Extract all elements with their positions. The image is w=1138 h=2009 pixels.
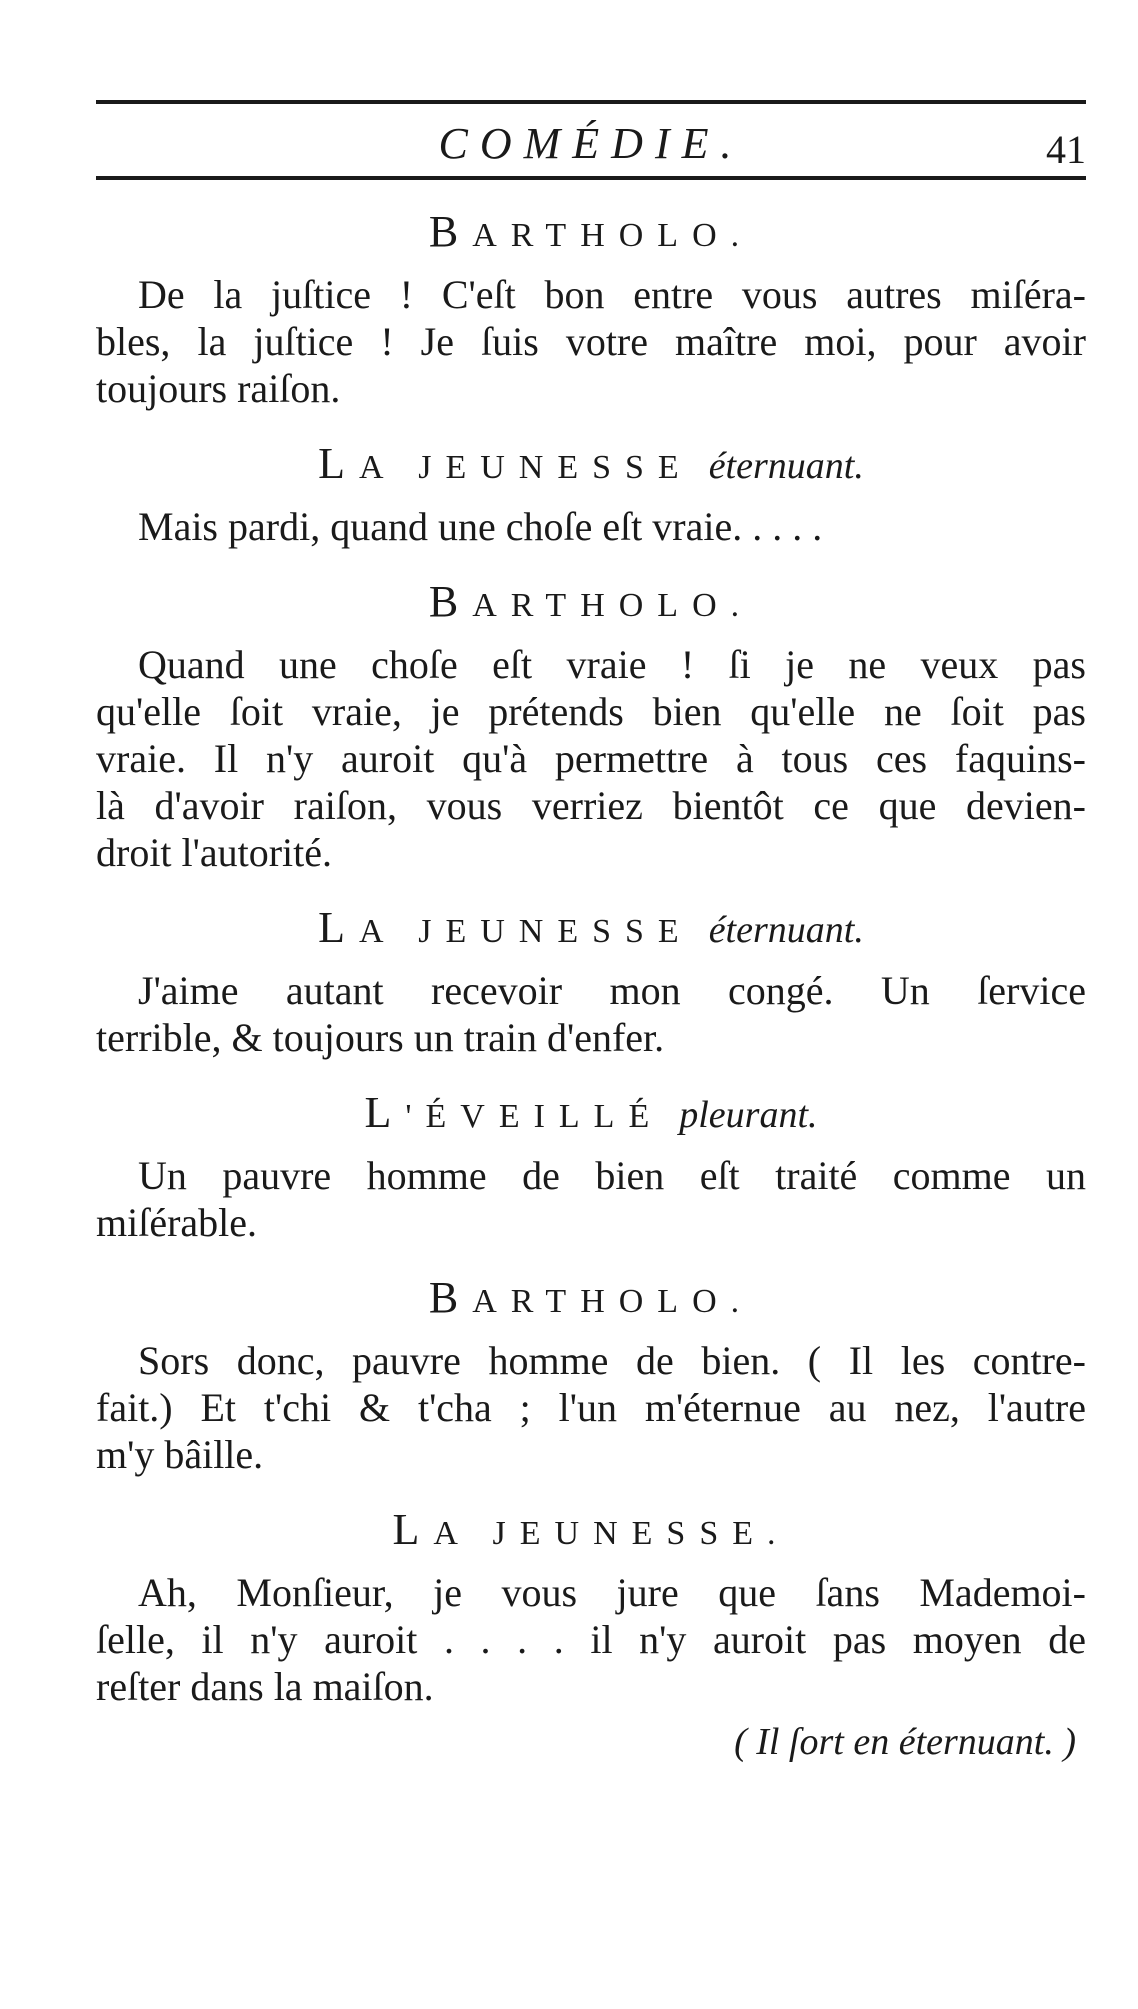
dialogue-line: droit l'autorité. (96, 830, 333, 875)
dialogue-line: qu'elle ſoit vraie, je prétends bien qu'elle ne ſoit pas (96, 689, 1086, 734)
dialogue-line: reſter dans la maiſon. (96, 1664, 434, 1709)
speaker-initial: L (392, 1505, 434, 1554)
speaker-rest: A JEUNESSE (359, 449, 693, 486)
top-rule (96, 100, 1086, 104)
dialogue-line: De la juſtice ! C'eſt bon entre vous autres miſéra- (138, 272, 1086, 317)
dialogue-line: Ah, Monſieur, je vous jure que ſans Mademoi- (138, 1570, 1086, 1615)
dialogue-line: là d'avoir raiſon, vous verriez bientôt ce que devien- (96, 783, 1086, 828)
dialogue-line: Quand une choſe eſt vraie ! ſi je ne veux pas (138, 642, 1086, 687)
running-header (96, 110, 1086, 172)
dialogue-line: m'y bâille. (96, 1432, 264, 1477)
speaker-name (96, 1504, 1086, 1555)
speaker-initial: L (318, 439, 360, 488)
speaker-name (96, 576, 1086, 627)
dialogue-line: vraie. Il n'y auroit qu'à permettre à tous ces faquins- (96, 736, 1086, 781)
dialogue-line: bles, la juſtice ! Je ſuis votre maître moi, pour avoir (96, 319, 1086, 364)
dialogue-line: Sors donc, pauvre homme de bien. ( Il les contre- (138, 1338, 1086, 1383)
speaker-name (96, 206, 1086, 257)
speaker-name (96, 1272, 1086, 1323)
dialogue-line: Mais pardi, quand une choſe eſt vraie. . . . . (138, 504, 823, 549)
speaker-initial: B (428, 577, 473, 626)
dialogue-line: miſérable. (96, 1200, 258, 1245)
dialogue-line: J'aime autant recevoir mon congé. Un ſervice (138, 968, 1086, 1013)
play-text (96, 206, 1086, 1710)
speaker-name (96, 438, 1086, 489)
book-page (96, 100, 1086, 1764)
stage-direction: éternuant. (708, 445, 864, 487)
stage-direction-exit: ( Il ſort en éternuant. ) (734, 1721, 1076, 1763)
dialogue-line: ſelle, il n'y auroit . . . . il n'y auroit pas moyen de (96, 1617, 1086, 1662)
speaker-rest: ARTHOLO. (472, 217, 754, 254)
speaker-initial: L (318, 903, 360, 952)
speaker-rest: A JEUNESSE (359, 913, 693, 950)
speaker-rest: ARTHOLO. (472, 587, 754, 624)
speaker-initial: B (428, 207, 473, 256)
dialogue-line: toujours raiſon. (96, 366, 341, 411)
speaker-rest: 'ÉVEILLÉ (405, 1098, 664, 1135)
page-number: 41 (1046, 127, 1086, 172)
stage-direction: pleurant. (679, 1094, 818, 1136)
header-rule (96, 176, 1086, 180)
speaker-name (96, 1087, 1086, 1138)
running-title: COMÉDIE. (438, 119, 744, 168)
dialogue-line: Un pauvre homme de bien eſt traité comme un (138, 1153, 1086, 1198)
dialogue-line: terrible, & toujours un train d'enfer. (96, 1015, 665, 1060)
dialogue-line: fait.) Et t'chi & t'cha ; l'un m'éternue au nez, l'autre (96, 1385, 1086, 1430)
speaker-rest: A JEUNESSE. (433, 1515, 790, 1552)
speaker-initial: L (364, 1088, 406, 1137)
speaker-rest: ARTHOLO. (472, 1283, 754, 1320)
speaker-initial: B (428, 1273, 473, 1322)
speaker-name (96, 902, 1086, 953)
stage-direction: éternuant. (708, 909, 864, 951)
